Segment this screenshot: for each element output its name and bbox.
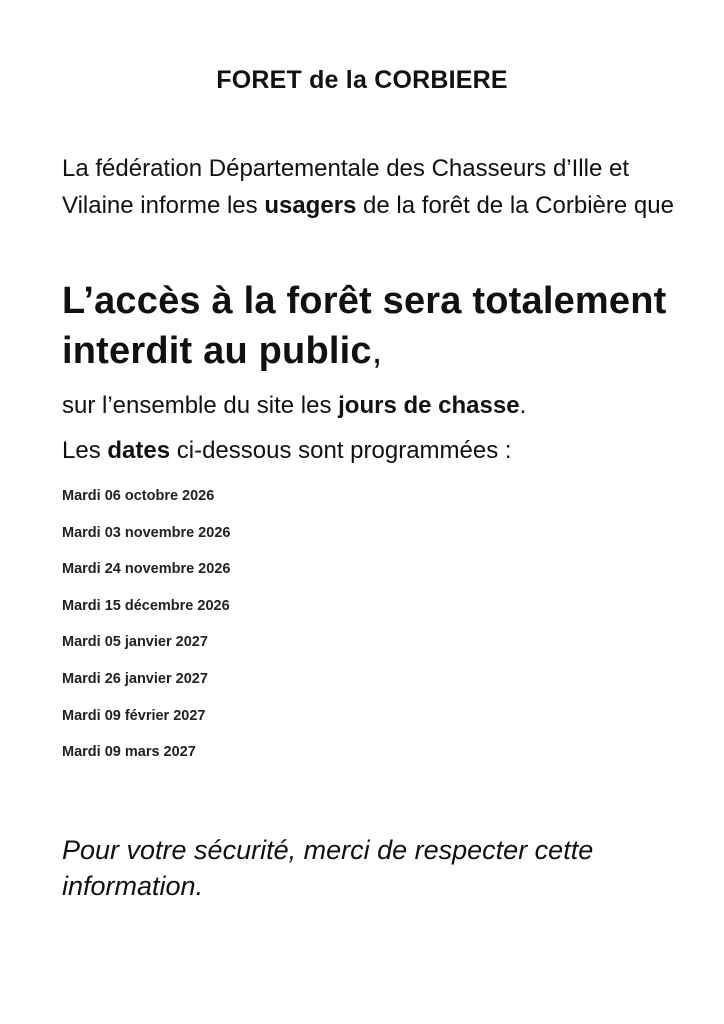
dates-intro-line [62, 435, 702, 467]
date-item: Mardi 15 décembre 2026 [62, 597, 230, 614]
page-title: FORET de la CORBIERE [216, 66, 508, 94]
dates-line-end: ci-dessous sont programmées : [170, 437, 512, 464]
intro-paragraph [62, 150, 702, 224]
intro-text-start: La fédération Départementale des Chasseurs d’Ille et Vilaine informe les [62, 155, 629, 219]
site-line-end: . [519, 392, 527, 419]
site-line-bold: jours de chasse [338, 392, 520, 419]
intro-bold-users: usagers [264, 192, 357, 219]
headline-comma: , [371, 330, 383, 372]
date-item: Mardi 09 février 2027 [62, 707, 206, 724]
closing-message: Pour votre sécurité, merci de respecter cette information. [62, 835, 594, 901]
date-item: Mardi 24 novembre 2026 [62, 561, 231, 578]
hunting-dates-list [62, 486, 462, 779]
access-banned-headline [62, 276, 712, 376]
dates-line-start: Les [62, 437, 108, 464]
headline-text: L’accès à la forêt sera totalement interdit au public [62, 280, 667, 372]
dates-line-bold: dates [107, 437, 171, 464]
date-item: Mardi 03 novembre 2026 [62, 524, 231, 541]
date-item: Mardi 09 mars 2027 [62, 744, 196, 761]
date-item: Mardi 26 janvier 2027 [62, 670, 208, 687]
intro-text-end: de la forêt de la Corbière que [356, 192, 674, 219]
date-item: Mardi 06 octobre 2026 [62, 488, 215, 504]
site-line-start: sur l’ensemble du site les [62, 392, 339, 419]
site-line [62, 390, 702, 422]
date-item: Mardi 05 janvier 2027 [62, 634, 208, 651]
